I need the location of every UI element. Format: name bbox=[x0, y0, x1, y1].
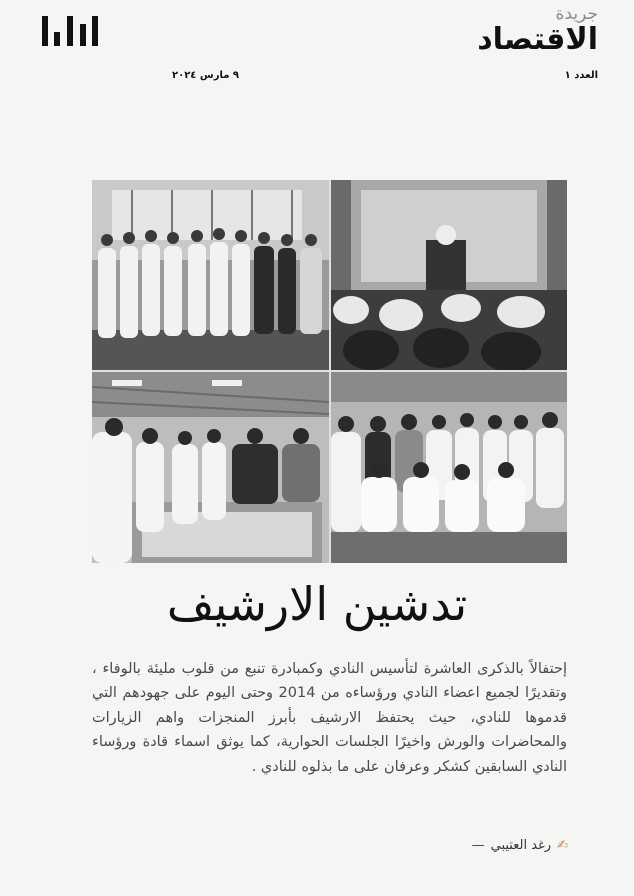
author-dash: — bbox=[471, 838, 485, 853]
masthead-subtitle: جريدة bbox=[555, 4, 598, 24]
article-author bbox=[472, 838, 568, 853]
photo-collage bbox=[92, 180, 567, 563]
masthead bbox=[477, 4, 598, 56]
article-headline: تدشين الارشيف bbox=[166, 577, 468, 631]
masthead-title: الاقتصاد bbox=[477, 22, 598, 57]
photo-group-seated bbox=[331, 372, 567, 563]
author-name: رغد العتيبي bbox=[490, 838, 552, 853]
photo-lecture-audience bbox=[331, 180, 567, 370]
article-body: إحتفالاً بالذكرى العاشرة لتأسيس النادي وكمبادرة تنبع من قلوب مليئة بالوفاء ، وتقديرًا لجميع اعضاء النادي ورؤساءه من 2014 وحتى اليوم على جهودهم التي قدموها للنادي، حيث يحتفظ الارشيف بأبرز المنجزات واهم الزيارات والمحاضرات والورش واخيرًا الجلسات الحوارية، كما يوثق اسماء قادة ورؤساء النادي السابقين كشكر وعرفان على ما بذلوه للنادي . bbox=[92, 661, 567, 775]
photo-site-visit bbox=[92, 372, 329, 563]
issue-date: ٩ مارس ٢٠٢٤ bbox=[172, 70, 239, 81]
photo-group-hall bbox=[92, 180, 329, 370]
bars-logo-icon bbox=[40, 10, 100, 50]
writing-hand-icon: ✍ bbox=[557, 838, 568, 853]
issue-number: العدد ١ bbox=[564, 70, 598, 81]
